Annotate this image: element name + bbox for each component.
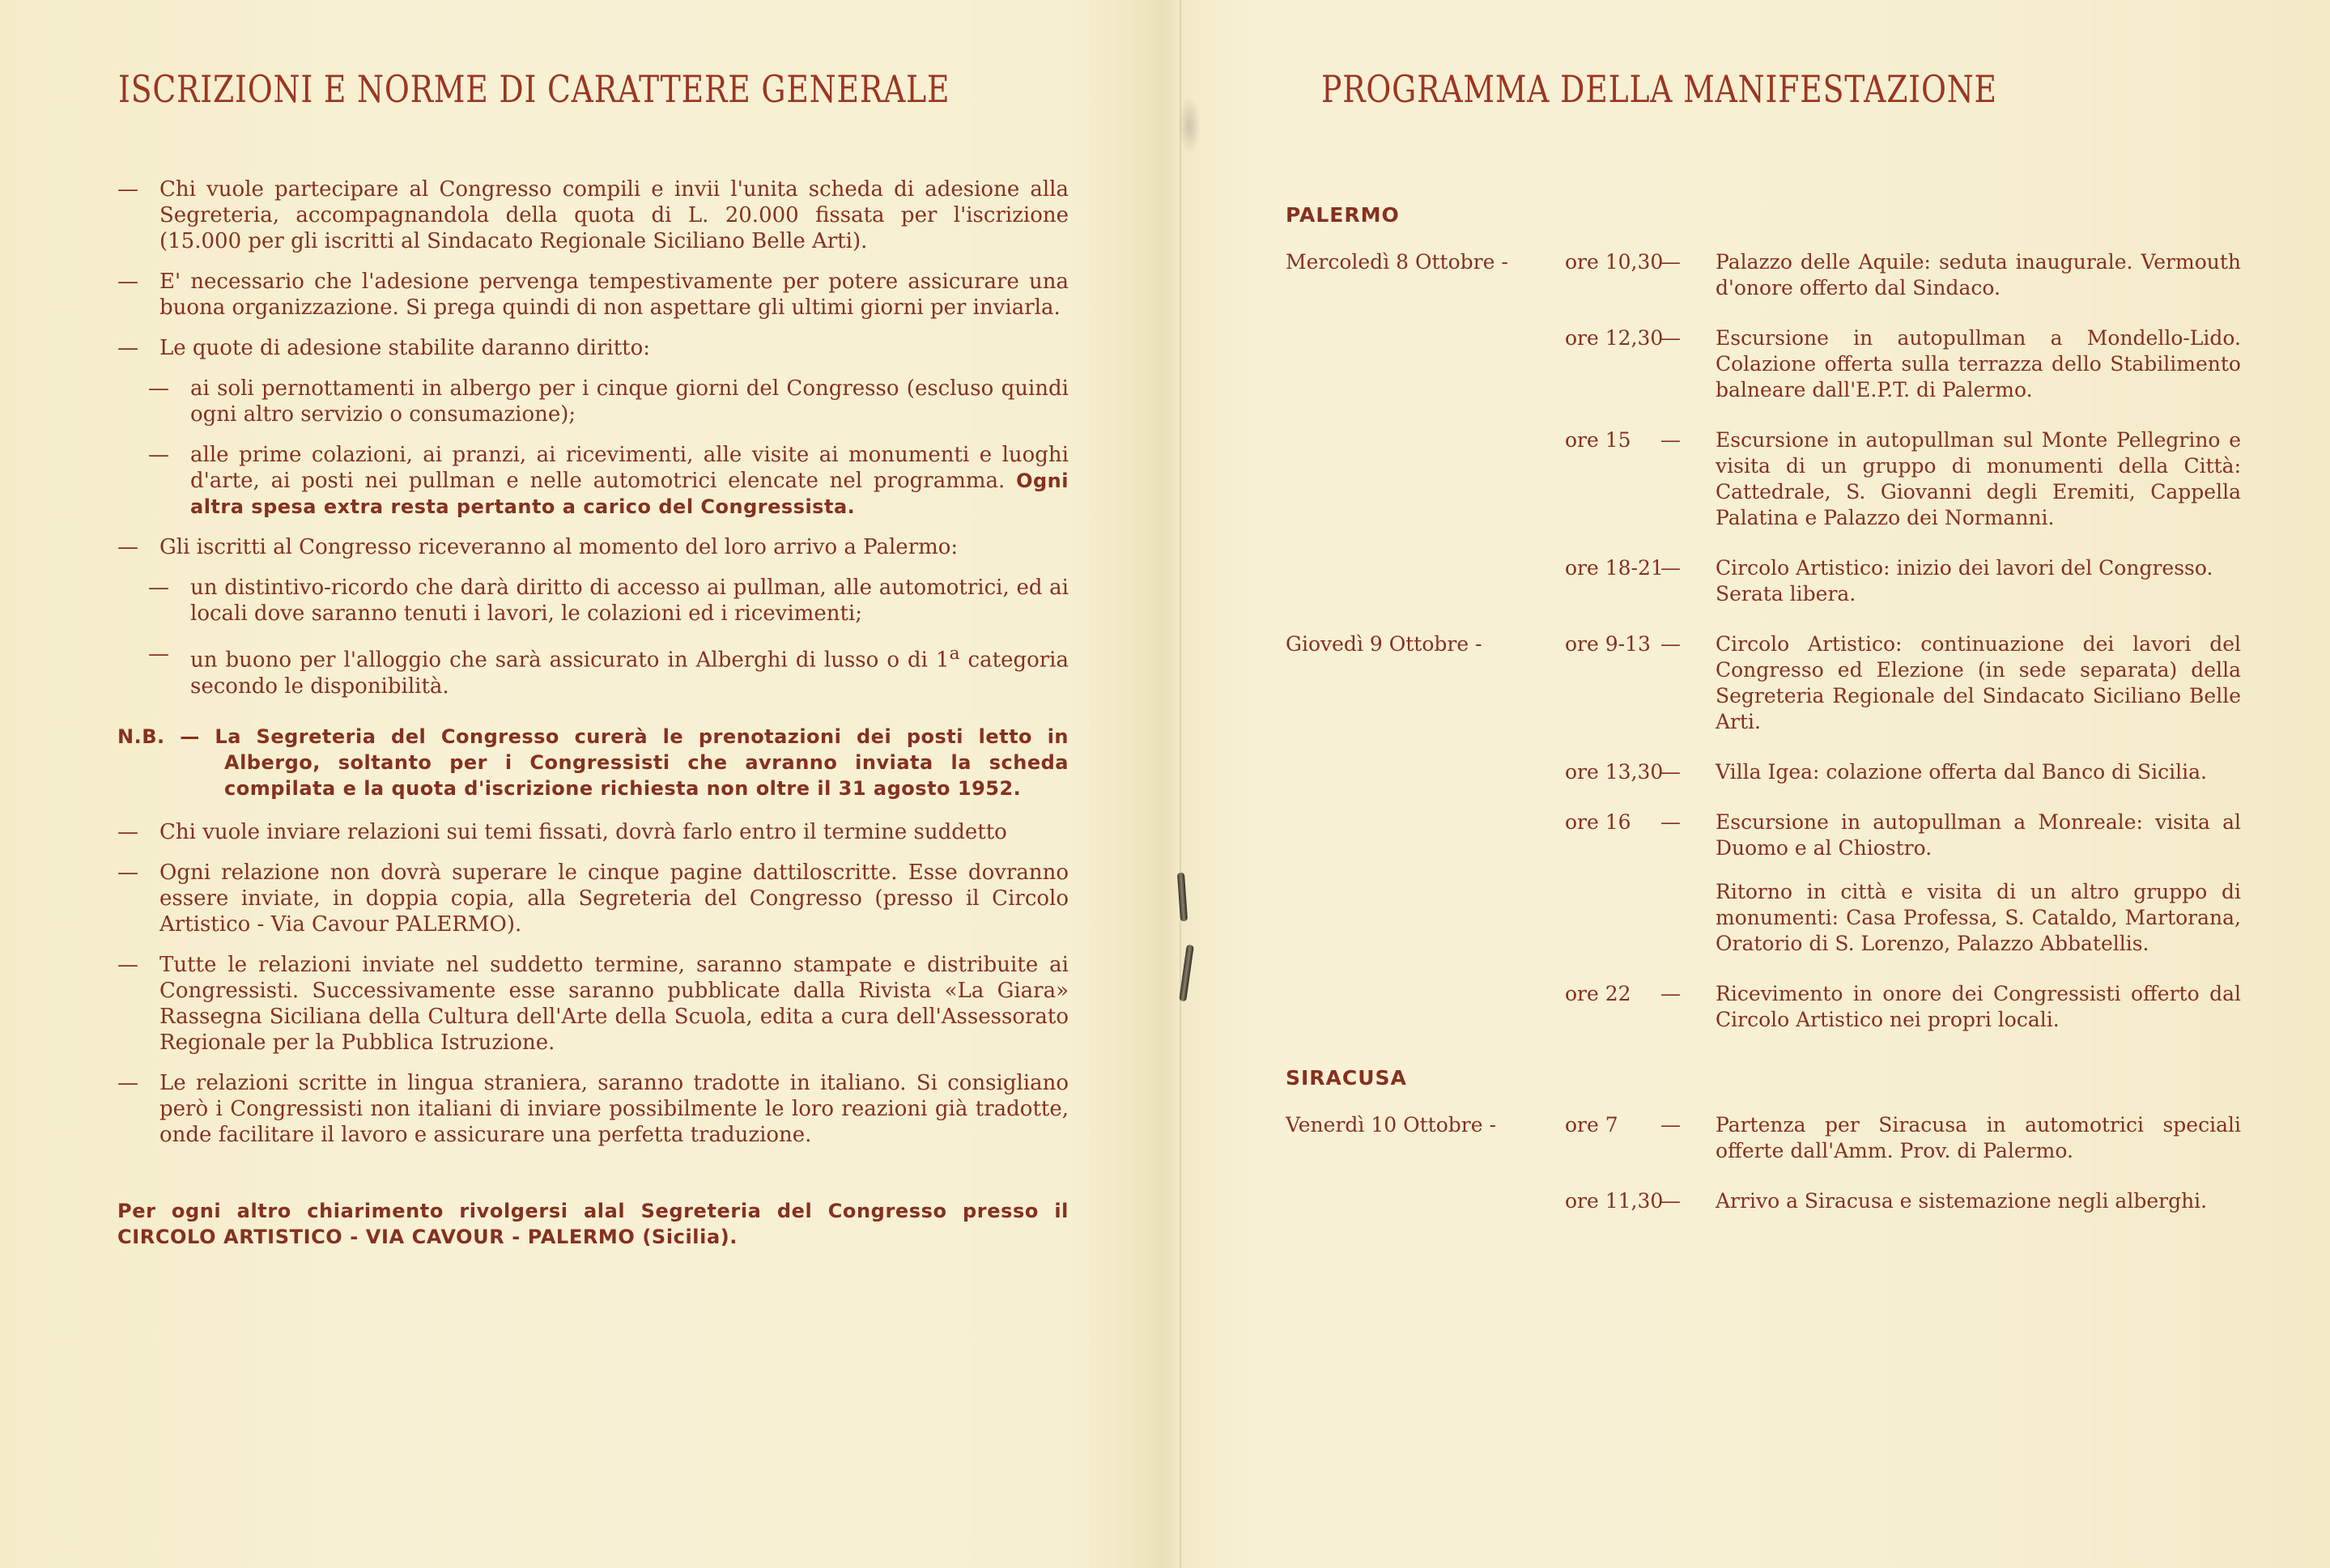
- event-description: Arrivo a Siracusa e sistemazione negli alberghi.: [1716, 1189, 2208, 1213]
- event-day: [1286, 1188, 1565, 1214]
- rule-text-end: categoria secondo le disponibilità.: [190, 648, 1069, 699]
- dash: —: [1660, 760, 1681, 784]
- event-day: [1286, 427, 1565, 531]
- event-time: ore 12,30: [1565, 326, 1664, 350]
- event-time: ore 18-21: [1565, 556, 1664, 580]
- event-day: Venerdì 10 Ottobre -: [1286, 1113, 1496, 1137]
- schedule-event: [1286, 759, 2241, 785]
- event-description-main: Circolo Artistico: inizio dei lavori del Congresso.: [1716, 556, 2213, 580]
- event-description: Escursione in autopullman a Mondello-Lido. Colazione offerta sulla terrazza dello Stabilimento balneare dall'E.P.T. di Palermo.: [1716, 326, 2241, 402]
- rule-text: E' necessario che l'adesione pervenga tempestivamente per potere assicurare una buona organizzazione. Si prega quindi di non aspettare gli ultimi giorni per inviarla.: [159, 270, 1069, 320]
- event-day: Giovedì 9 Ottobre -: [1286, 632, 1482, 656]
- dash: —: [1660, 1189, 1681, 1213]
- event-description: Partenza per Siracusa in automotrici speciali offerte dall'Amm. Prov. di Palermo.: [1716, 1113, 2241, 1162]
- city-heading-siracusa: SIRACUSA: [1286, 1066, 1407, 1090]
- program-schedule: [1286, 202, 2241, 1239]
- event-time: ore 10,30: [1565, 250, 1664, 274]
- event-followup: Ritorno in città e visita di un altro gruppo di monumenti: Casa Professa, S. Cataldo, Martorana, Oratorio di S. Lorenzo, Palazzo Abbatellis.: [1716, 880, 2241, 955]
- schedule-event: [1286, 1188, 2241, 1214]
- rule-item: [117, 819, 1069, 845]
- event-day: Mercoledì 8 Ottobre -: [1286, 250, 1508, 274]
- event-day: [1286, 809, 1565, 861]
- event-description: Villa Igea: colazione offerta dal Banco di Sicilia.: [1716, 760, 2208, 784]
- dash: —: [1660, 982, 1681, 1005]
- registration-rules: [117, 176, 1069, 1250]
- schedule-event: [1286, 555, 2241, 607]
- left-page-title: ISCRIZIONI E NORME DI CARATTERE GENERALE: [118, 66, 950, 111]
- schedule-event: [1286, 1112, 2241, 1164]
- dash: —: [117, 535, 138, 559]
- rule-text: Chi vuole partecipare al Congresso compili e invii l'unita scheda di adesione alla Segreteria, accompagnandola della quota di L. 20.000 fissata per l'iscrizione (15.000 per gli iscritti al Sindacato Regionale Siciliano Belle Arti).: [159, 177, 1069, 253]
- schedule-event: [1286, 325, 2241, 403]
- dash: —: [117, 952, 138, 977]
- rule-subitem: [148, 575, 1069, 627]
- rule-text: Gli iscritti al Congresso riceveranno al momento del loro arrivo a Palermo:: [159, 535, 959, 559]
- event-day: [1286, 325, 1565, 403]
- rule-text: Ogni relazione non dovrà superare le cinque pagine dattiloscritte. Esse dovranno essere inviate, in doppia copia, alla Segreteria del Congresso (presso il Circolo Artistico - Via Cavour PALERMO).: [159, 860, 1069, 937]
- event-description: Palazzo delle Aquile: seduta inaugurale. Vermouth d'onore offerto dal Sindaco.: [1716, 250, 2241, 300]
- dash: —: [1660, 810, 1681, 834]
- event-time: ore 9-13: [1565, 632, 1651, 656]
- event-time: ore 11,30: [1565, 1189, 1664, 1213]
- schedule-event: [1286, 809, 2241, 861]
- city-heading-palermo: PALERMO: [1286, 203, 1400, 227]
- rule-item: [117, 1070, 1069, 1148]
- schedule-event: [1286, 249, 2241, 301]
- dash: —: [1660, 632, 1681, 656]
- contact-note: [117, 1198, 1069, 1250]
- event-time: ore 15: [1565, 428, 1631, 452]
- dash: —: [117, 1070, 138, 1095]
- dash: —: [117, 860, 138, 885]
- schedule-event: [1286, 427, 2241, 531]
- dash: —: [1660, 1113, 1681, 1137]
- contact-text: Per ogni altro chiarimento rivolgersi alal Segreteria del Congresso presso il: [117, 1199, 1069, 1222]
- rule-item: [117, 176, 1069, 254]
- dash: —: [1660, 428, 1681, 452]
- dash: —: [148, 642, 169, 666]
- rule-item: [117, 269, 1069, 321]
- event-description: Escursione in autopullman sul Monte Pellegrino e visita di un gruppo di monumenti della Città: Cattedrale, S. Giovanni degli Eremiti, Cappella Palatina e Palazzo dei Normanni.: [1716, 428, 2241, 529]
- event-description: Escursione in autopullman a Monreale: visita al Duomo e al Chiostro.: [1716, 810, 2241, 860]
- schedule-event: [1286, 631, 2241, 735]
- rule-text: Tutte le relazioni inviate nel suddetto termine, saranno stampate e distribuite ai Congressisti. Successivamente esse saranno pubblicate dalla Rivista «La Giara» Rassegna Siciliana della Cultura dell'Arte della Scuola, edita a cura dell'Assessorato Regionale per la Pubblica Istruzione.: [159, 952, 1069, 1055]
- dash: —: [117, 270, 138, 294]
- rule-item: [117, 860, 1069, 937]
- nb-text: La Segreteria del Congresso curerà le prenotazioni dei posti letto in Albergo, soltanto per i Congressisti che avranno inviata la scheda compilata e la quota d'iscrizione richiesta non oltre il 31 agosto 1952.: [215, 725, 1069, 800]
- event-time: ore 7: [1565, 1113, 1618, 1137]
- nota-bene: [117, 724, 1069, 801]
- rule-subitem: [148, 641, 1069, 699]
- dash: —: [1660, 556, 1681, 580]
- rule-subitem: [148, 442, 1069, 520]
- contact-region: (Sicilia).: [642, 1225, 738, 1248]
- event-day: [1286, 981, 1565, 1033]
- rule-item: [117, 335, 1069, 361]
- dash: —: [148, 443, 169, 467]
- rule-text: un distintivo-ricordo che darà diritto di accesso ai pullman, alle automotrici, ed ai locali dove saranno tenuti i lavori, le colazioni ed i ricevimenti;: [190, 576, 1069, 626]
- rule-text: Chi vuole inviare relazioni sui temi fissati, dovrà farlo entro il termine suddetto: [159, 819, 1007, 844]
- dash: —: [148, 376, 169, 401]
- rule-item: [117, 534, 1069, 560]
- schedule-event: [1286, 981, 2241, 1033]
- rule-emphasis: Ogni altra spesa extra resta pertanto a carico del Congressista.: [190, 470, 1069, 518]
- event-time: ore 13,30: [1565, 760, 1664, 784]
- right-page-title: PROGRAMMA DELLA MANIFESTAZIONE: [1321, 66, 1997, 111]
- rule-text: Le quote di adesione stabilite daranno diritto:: [159, 336, 650, 360]
- dash: —: [1660, 250, 1681, 274]
- rule-item: [117, 952, 1069, 1056]
- dash: —: [148, 576, 169, 600]
- rule-subitem: [148, 376, 1069, 427]
- event-description: Ricevimento in onore dei Congressisti offerto dal Circolo Artistico nei propri locali.: [1716, 982, 2241, 1031]
- dash: —: [1660, 326, 1681, 350]
- dash: —: [117, 819, 138, 844]
- dash: —: [117, 177, 138, 202]
- event-day: [1286, 759, 1565, 785]
- contact-address: CIRCOLO ARTISTICO - VIA CAVOUR - PALERMO: [117, 1225, 636, 1248]
- event-time: ore 16: [1565, 810, 1631, 834]
- event-time: ore 22: [1565, 982, 1631, 1005]
- event-description: Circolo Artistico: continuazione dei lavori del Congresso ed Elezione (in sede separata) della Segreteria Regionale del Sindacato Siciliano Belle Arti.: [1716, 632, 2241, 733]
- event-day: [1286, 555, 1565, 607]
- rule-text: ai soli pernottamenti in albergo per i cinque giorni del Congresso (escluso quindi ogni altro servizio o consumazione);: [190, 376, 1069, 427]
- nb-label: N.B. —: [117, 725, 200, 748]
- rule-text: un buono per l'alloggio che sarà assicurato in Alberghi di lusso o di 1: [190, 648, 950, 673]
- rule-text: Le relazioni scritte in lingua straniera, saranno tradotte in italiano. Si consigliano però i Congressisti non italiani di inviare possibilmente le loro reazioni già tradotte, onde facilitare il lavoro e assicurare una perfetta traduzione.: [159, 1070, 1069, 1147]
- event-extra-line: Serata libera.: [1716, 582, 1856, 606]
- dash: —: [117, 336, 138, 360]
- superscript: a: [949, 644, 960, 664]
- event-description: [1716, 555, 2241, 607]
- rule-text: alle prime colazioni, ai pranzi, ai ricevimenti, alle visite ai monumenti e luoghi d'arte, ai posti nei pullman e nelle automotrici elencate nel programma.: [190, 443, 1069, 493]
